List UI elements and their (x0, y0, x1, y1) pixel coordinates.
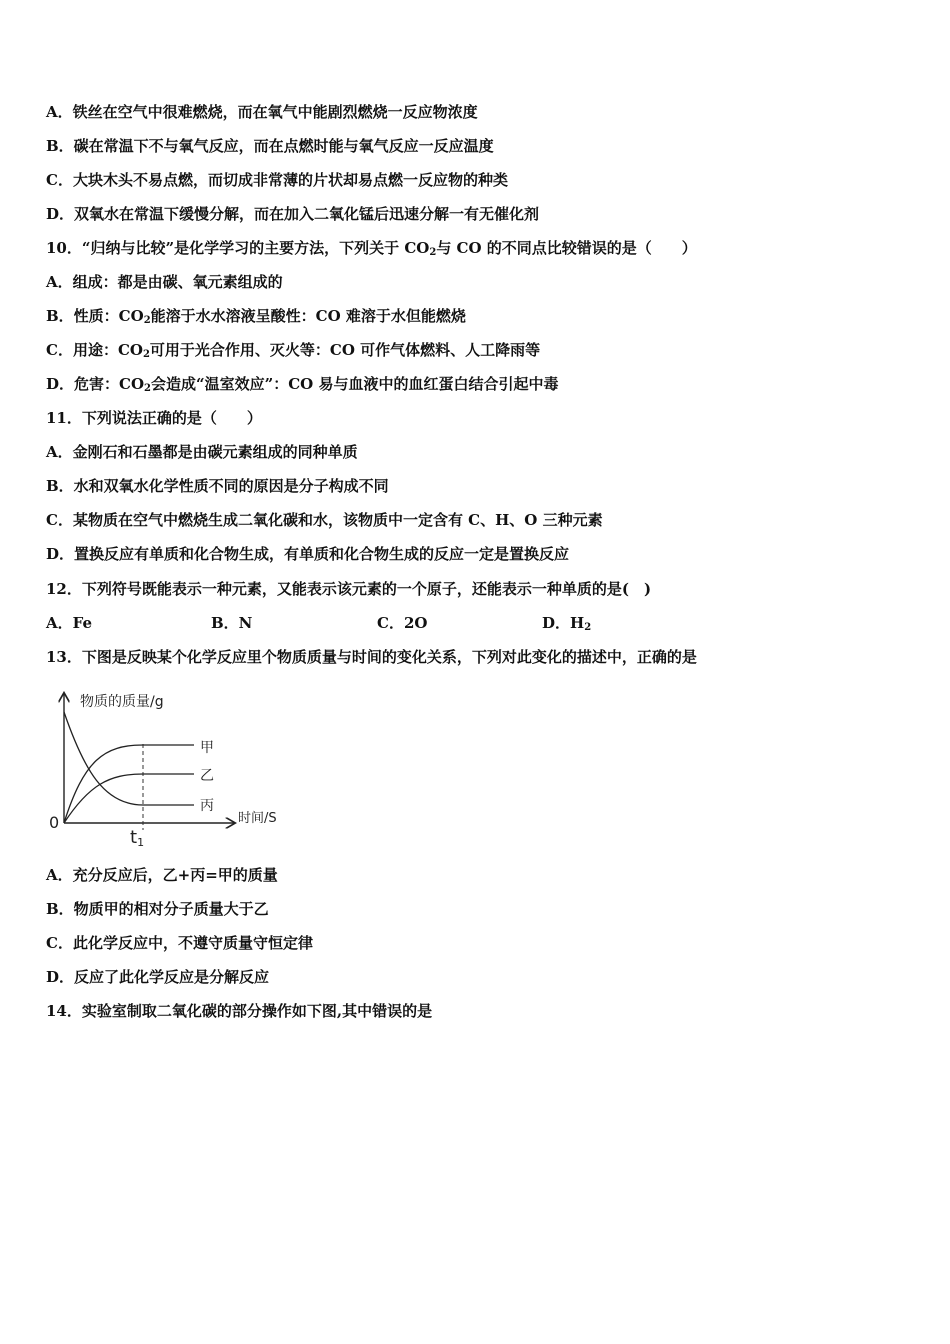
q11-option-c: C．某物质在空气中燃烧生成二氧化碳和水，该物质中一定含有 C、H、O 三种元素 (46, 511, 603, 529)
curve-label-yi: 乙 (200, 768, 214, 784)
q14-stem: 14．实验室制取二氧化碳的部分操作如下图,其中错误的是 (46, 1002, 433, 1020)
q13-option-d: D．反应了此化学反应是分解反应 (46, 968, 270, 986)
q12-stem: 12．下列符号既能表示一种元素，又能表示该元素的一个原子，还能表示一种单质的是( ) (46, 580, 652, 598)
curve-jia (64, 745, 194, 823)
curve-yi (64, 774, 194, 823)
curve-label-jia: 甲 (200, 740, 214, 756)
q12-option-d: D．$H_2$ (542, 614, 592, 633)
q12-options (46, 613, 746, 633)
q13-option-c: C．此化学反应中，不遵守质量守恒定律 (46, 934, 313, 952)
q11-option-b: B．水和双氧水化学性质不同的原因是分子构成不同 (46, 477, 389, 495)
q10-option-b: B．性质：$CO_2$能溶于水水溶液呈酸性：CO 难溶于水但能燃烧 (46, 307, 466, 326)
q11-option-d: D．置换反应有单质和化合物生成，有单质和化合物生成的反应一定是置换反应 (46, 545, 570, 563)
q12-option-b: B．N (211, 614, 253, 632)
mass-time-graph (44, 690, 294, 850)
q9-option-a: A．铁丝在空气中很难燃烧，而在氧气中能剧烈燃烧一反应物浓度 (46, 103, 478, 121)
q12-option-a: A．Fe (46, 614, 93, 632)
q9-option-c: C．大块木头不易点燃，而切成非常薄的片状却易点燃一反应物的种类 (46, 171, 508, 189)
q9-option-b: B．碳在常温下不与氧气反应，而在点燃时能与氧气反应一反应温度 (46, 137, 494, 155)
q13-stem: 13．下图是反映某个化学反应里个物质质量与时间的变化关系，下列对此变化的描述中，正确的是 (46, 648, 697, 666)
q13-option-a: A．充分反应后，乙+丙=甲的质量 (46, 866, 278, 884)
x-axis-label: 时间/S (238, 811, 277, 826)
y-axis-label: 物质的质量/g (80, 694, 164, 710)
curve-label-bing: 丙 (200, 798, 214, 814)
q11-stem: 11．下列说法正确的是（ ） (46, 409, 262, 427)
t1-label: t1 (130, 827, 145, 849)
q10-option-c: C．用途：$CO_2$可用于光合作用、灭火等：CO 可作气体燃料、人工降雨等 (46, 341, 541, 360)
q12-option-c: C．2O (377, 614, 428, 632)
q10-option-d: D．危害：$CO_2$会造成“温室效应”：CO 易与血液中的血红蛋白结合引起中毒 (46, 375, 559, 394)
origin-label: 0 (49, 813, 60, 832)
q13-option-b: B．物质甲的相对分子质量大于乙 (46, 900, 269, 918)
q10-stem: 10．“归纳与比较”是化学学习的主要方法，下列关于 $CO_2$与 CO 的不同点比较错误的是（ ） (46, 239, 697, 258)
q11-option-a: A．金刚石和石墨都是由碳元素组成的同种单质 (46, 443, 358, 461)
curve-bing (64, 712, 194, 805)
q9-option-d: D．双氧水在常温下缓慢分解，而在加入二氧化锰后迅速分解一有无催化剂 (46, 205, 540, 223)
q10-option-a: A．组成：都是由碳、氧元素组成的 (46, 273, 283, 291)
